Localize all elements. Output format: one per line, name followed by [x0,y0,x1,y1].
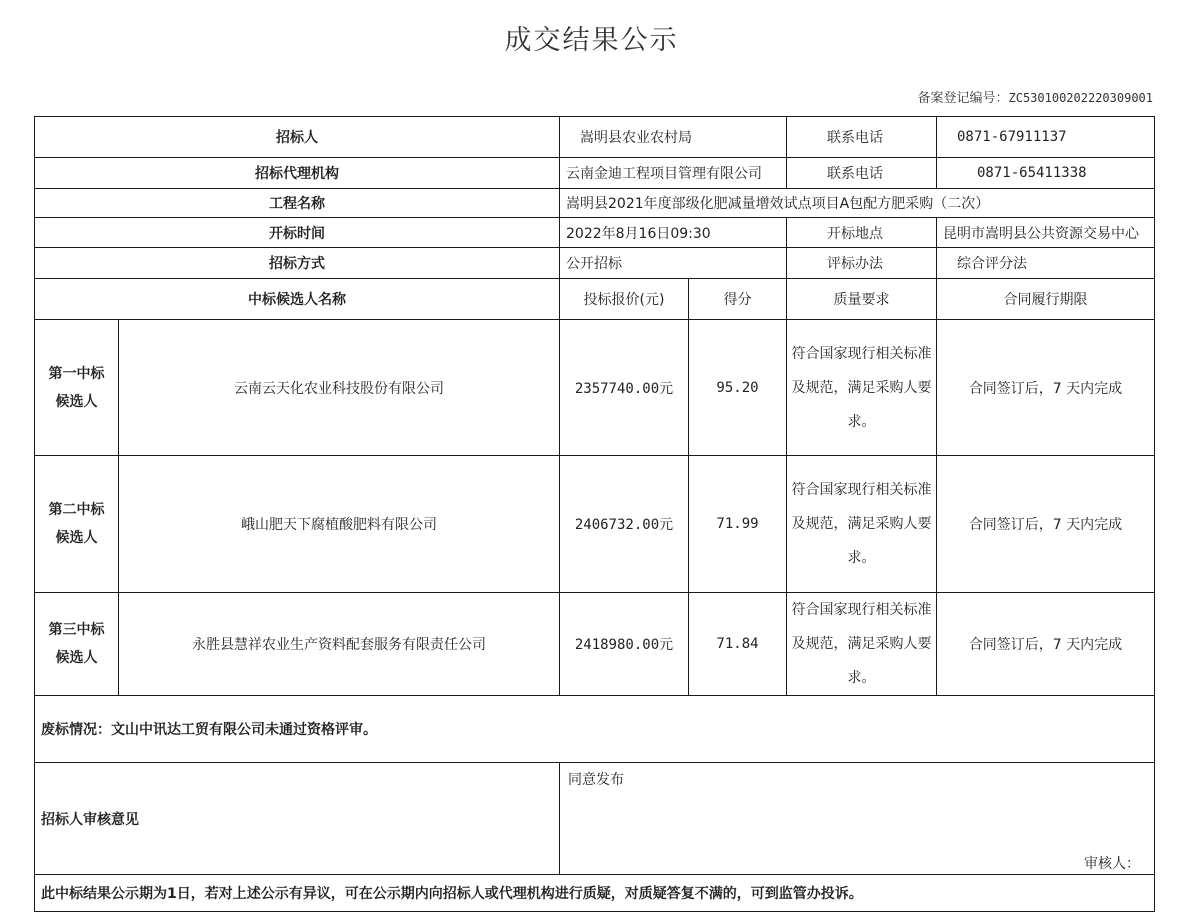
candidate-score: 71.99 [689,456,787,593]
candidate-name: 峨山肥天下腐植酸肥料有限公司 [119,456,560,593]
header-contract-period: 合同履行期限 [937,279,1155,320]
candidate-row-2 [35,456,1155,593]
method-value: 公开招标 [560,248,787,279]
agency-phone: 0871-65411338 [937,158,1155,189]
tenderer-phone-label: 联系电话 [787,117,937,158]
candidate-price: 2357740.00元 [560,320,689,456]
footer-row [35,875,1155,912]
candidate-price: 2418980.00元 [560,593,689,696]
eval-method-label: 评标办法 [787,248,937,279]
candidate-period: 合同签订后，7 天内完成 [937,593,1155,696]
candidate-name: 永胜县慧祥农业生产资料配套服务有限责任公司 [119,593,560,696]
audit-opinion: 同意发布 [568,772,624,788]
candidate-row-3 [35,593,1155,696]
opening-place-label: 开标地点 [787,218,937,248]
candidate-score: 71.84 [689,593,787,696]
registration-number [917,87,1153,106]
agency-value: 云南金迪工程项目管理有限公司 [560,158,787,189]
disqualified-row [35,696,1155,763]
header-bid-price: 投标报价(元) [560,279,689,320]
header-candidate-name: 中标候选人名称 [35,279,560,320]
audit-row [35,763,1155,875]
candidate-period: 合同签订后，7 天内完成 [937,456,1155,593]
result-table [34,116,1155,912]
row-tenderer [35,117,1155,158]
header-quality: 质量要求 [787,279,937,320]
candidate-name: 云南云天化农业科技股份有限公司 [119,320,560,456]
candidate-quality: 符合国家现行相关标准及规范，满足采购人要求。 [787,593,937,696]
candidate-period: 合同签订后，7 天内完成 [937,320,1155,456]
tenderer-phone: 0871-67911137 [937,117,1155,158]
disqualified-text: 废标情况：文山中讯达工贸有限公司未通过资格评审。 [35,696,1155,763]
project-label: 工程名称 [35,189,560,218]
row-agency [35,158,1155,189]
candidate-row-1 [35,320,1155,456]
auditor-label: 审核人： [1084,856,1140,872]
registration-label: 备案登记编号： [917,91,1009,106]
page-title: 成交结果公示 [504,25,679,56]
candidate-score: 95.20 [689,320,787,456]
footer-notice: 此中标结果公示期为1日，若对上述公示有异议，可在公示期内向招标人或代理机构进行质疑，对质疑答复不满的，可到监管办投诉。 [35,875,1155,912]
registration-code: ZC530100202220309001 [1008,91,1153,105]
agency-label: 招标代理机构 [35,158,560,189]
header-score: 得分 [689,279,787,320]
candidate-price: 2406732.00元 [560,456,689,593]
row-project [35,189,1155,218]
tenderer-label: 招标人 [35,117,560,158]
method-label: 招标方式 [35,248,560,279]
project-value: 嵩明县2021年度部级化肥减量增效试点项目A包配方肥采购（二次） [560,189,1155,218]
tenderer-value: 嵩明县农业农村局 [560,117,787,158]
opening-time-label: 开标时间 [35,218,560,248]
candidate-rank: 第一中标 候选人 [35,320,119,456]
audit-opinion-box [560,763,1155,875]
opening-place-value: 昆明市嵩明县公共资源交易中心 [937,218,1155,248]
row-opening [35,218,1155,248]
opening-time-value: 2022年8月16日09:30 [560,218,787,248]
row-method [35,248,1155,279]
audit-label: 招标人审核意见 [35,763,560,875]
candidates-header-row [35,279,1155,320]
candidate-quality: 符合国家现行相关标准及规范，满足采购人要求。 [787,456,937,593]
candidate-quality: 符合国家现行相关标准及规范，满足采购人要求。 [787,320,937,456]
candidate-rank: 第二中标 候选人 [35,456,119,593]
eval-method-value: 综合评分法 [937,248,1155,279]
candidate-rank: 第三中标 候选人 [35,593,119,696]
agency-phone-label: 联系电话 [787,158,937,189]
